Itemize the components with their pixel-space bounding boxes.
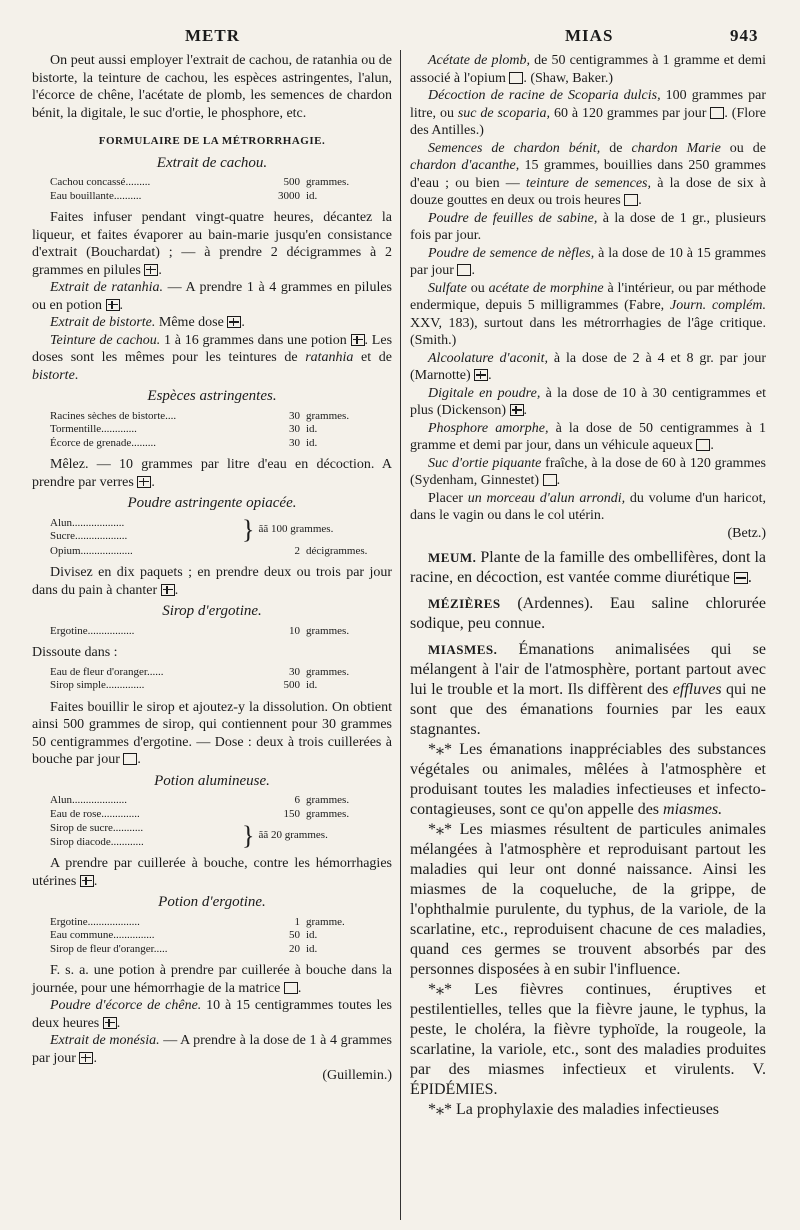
paragraph-digitale: Digitale en poudre, à la dose de 10 à 30 centigrammes et plus (Dickenson) . (410, 385, 766, 418)
paragraph-aprendre: A prendre par cuillerée à bouche, contre les hémorrhagies utérines . (32, 856, 392, 889)
recipe-table-poudre (50, 517, 392, 559)
paragraph-emanations: *⁎* Les émanations inappréciables des substances végétales ou animales, mêlées à l'atmosphère et produisant toutes les maladies infectieuses et infecto-contagieuses, sont ce qu'on appelle des miasmes. (410, 741, 767, 818)
recipe-table-dissoute (50, 666, 392, 693)
paragraph-infuser: Faites infuser pendant vingt-quatre heures, décantez la liqueur, et faites évaporer au bain-marie jusqu'en consistance d'extrait (Bouchardat) ; — à prendre 2 décigrammes à 2 grammes en pilules . (32, 210, 392, 278)
dissoute-label: Dissoute dans : (32, 645, 118, 660)
paragraph-bouillir: Faites bouillir le sirop et ajoutez-y la dissolution. On obtient ainsi 500 grammes de sirop, qui contiennent pour 30 grammes 50 centigrammes d'ergotine. — Dose : deux à trois cuillerées à bouche par jour . (32, 699, 392, 767)
plus-box-icon (144, 264, 158, 276)
plus-box-icon (474, 369, 488, 381)
table-row: Cachou concassé......... 500 grammes. (50, 176, 350, 188)
empty-box-icon (543, 474, 557, 486)
entry-head-miasmes: MIASMES. (428, 642, 498, 657)
recipe-table-sirop (50, 625, 392, 639)
paragraph-divisez: Divisez en dix paquets ; en prendre deux ou trois par jour dans du pain à chanter . (32, 565, 392, 598)
paragraph-nefles: Poudre de semence de nèfles, à la dose de 10 à 15 grammes par jour . (410, 245, 766, 278)
paragraph-melez: Mêlez. — 10 grammes par litre d'eau en décoction. A prendre par verres . (32, 457, 392, 490)
paragraph-poudre-chene: Poudre d'écorce de chêne. 10 à 15 centigrammes toutes les deux heures . (32, 998, 393, 1031)
running-header-right: MIAS (565, 26, 614, 45)
entry-miasmes: MIASMES. Émanations animalisées qui se mélangent à l'air de l'atmosphère, portant partout avec lui le trouble et la mort. Ils diffèrent des effluves qui ne sont que des émanations fournies par les eaux stagnantes. (410, 641, 767, 738)
paragraph-monesia: Extrait de monésia. — A prendre à la dose de 1 à 4 grammes par jour . (32, 1033, 393, 1066)
left-column (32, 52, 392, 1085)
minus-box-icon (734, 572, 748, 584)
empty-box-icon (696, 439, 710, 451)
recipe-table-potion-ergotine (50, 916, 392, 957)
paragraph-semences: Semences de chardon bénit, de chardon Marie ou de chardon d'acanthe, 15 grammes, bouillies dans 250 grammes d'eau ; ou bien — teinture de semences, à la dose de six à douze gouttes en deux ou trois heures . (410, 140, 767, 208)
plus-box-icon (137, 476, 151, 488)
paragraph-resultent: *⁎* Les miasmes résultent de particules animales mélangées à l'atmosphère et reproduisant partout les maladies qui leur ont donné naissance. Ainsi les miasmes de la coqueluche, de la grippe, de l'ophthalmie purulente, du typhus, de la variole, de la scarlatine, etc., reproduisent chacune de ces maladies, quand ces germes se trouvent absorbés par des personnes disposées à en subir l'influence. (410, 821, 766, 978)
paragraph-teinture: Teinture de cachou. 1 à 16 grammes dans une potion . Les doses sont les mêmes pour les teintures de ratanhia et de bistorte. (32, 332, 393, 383)
empty-box-icon (457, 264, 471, 276)
empty-box-icon (624, 194, 638, 206)
paragraph-sabine: Poudre de feuilles de sabine, à la dose de 1 gr., plusieurs fois par jour. (410, 210, 767, 243)
recipe-table-cachou (50, 176, 392, 203)
plus-box-icon (79, 1052, 93, 1064)
table-row: Tormentille............. 30 id. (50, 423, 318, 435)
plus-box-icon (510, 404, 524, 416)
recipe-title-especes: Espèces astringentes. (147, 388, 277, 404)
empty-box-icon (123, 753, 137, 765)
column-divider (400, 50, 401, 1220)
table-row: Eau bouillante.......... 3000 id. (50, 189, 318, 202)
paragraph-acetate: Acétate de plomb, de 50 centigrammes à 1 gramme et demi associé à l'opium . (Shaw, Baker.) (410, 53, 766, 86)
intro-paragraph: On peut aussi employer l'extrait de cachou, de ratanhia ou de bistorte, la teinture de cachou, les espèces astringentes, l'alun, l'écorce de chêne, l'acétate de plomb, les semences de chardon bénit, la digitale, le suc d'ortie, le phosphore, etc. (32, 53, 392, 121)
recipe-table-especes (50, 410, 392, 451)
table-row: Alun.................... 6 grammes. (50, 794, 350, 806)
paragraph-prophylaxie: *⁎* La prophylaxie des maladies infectieuses (428, 1101, 720, 1118)
paragraph-sulfate: Sulfate ou acétate de morphine à l'intérieur, ou par méthode endermique, depuis 5 milligrammes (Fabre, Journ. complém. XXV, 183), surtout dans les métrorrhagies de l'âge critique. (Smith.) (410, 280, 766, 348)
paragraph-alun: Placer un morceau d'alun arrondi, du volume d'un haricot, dans le vagin ou dans le col utérin. (410, 490, 766, 523)
paragraph-ortie: Suc d'ortie piquante fraîche, à la dose de 60 à 120 grammes (Sydenham, Ginnestet) . (410, 455, 766, 488)
table-row: Eau de fleur d'oranger...... 30 grammes. (50, 665, 350, 678)
brace-icon: } (242, 515, 255, 544)
entry-head-mezieres: MÉZIÈRES (428, 596, 501, 611)
plus-box-icon (106, 299, 120, 311)
entry-mezieres: MÉZIÈRES (Ardennes). Eau saline chlorurée sodique, peu connue. (410, 595, 766, 632)
recipe-title-poudre: Poudre astringente opiacée. (127, 495, 297, 511)
table-group: Alun................... Sucre................... } ãã 100 grammes. (50, 515, 334, 544)
empty-box-icon (284, 982, 298, 994)
paragraph-phosphore: Phosphore amorphe, à la dose de 50 centigrammes à 1 gramme et demi par jour, dans un véhicule aqueux . (410, 420, 767, 453)
paragraph-bistorte: Extrait de bistorte. Même dose . (50, 315, 245, 330)
formulaire-heading: FORMULAIRE DE LA MÉTRORRHAGIE. (98, 135, 326, 147)
recipe-title-potion: Potion alumineuse. (154, 772, 270, 789)
recipe-title-sirop: Sirop d'ergotine. (162, 603, 262, 619)
table-row: Opium................... 2 décigrammes. (50, 544, 368, 557)
table-row: Sirop de fleur d'oranger..... 20 id. (50, 942, 318, 955)
table-group: Sirop de sucre........... Sirop diacode............ } ãã 20 grammes. (50, 820, 328, 850)
plus-box-icon (103, 1017, 117, 1029)
table-row: Écorce de grenade......... 30 id. (50, 436, 318, 449)
plus-box-icon (227, 316, 241, 328)
table-row: Racines sèches de bistorte.... 30 grammes. (50, 409, 350, 422)
paragraph-fievres: *⁎* Les fièvres continues, éruptives et pestilentielles, telles que la fièvre jaune, le typhus, la peste, le choléra, la fièvre typhoïde, la rougeole, la scarlatine, la variole, etc., sont des maladies produites par des miasmes infectieux et virulents. V. ÉPIDÉMIES. (410, 981, 766, 1098)
entry-head-meum: MEUM. (428, 550, 477, 565)
table-row: Eau de rose.............. 150 grammes. (50, 807, 350, 820)
empty-box-icon (509, 72, 523, 84)
entry-meum: MEUM. Plante de la famille des ombellifères, dont la racine, en décoction, est vantée comme diurétique . (410, 549, 766, 586)
running-header-left: METR (185, 26, 240, 45)
paragraph-ratanhia: Extrait de ratanhia. — A prendre 1 à 4 grammes en pilules ou en potion . (32, 280, 392, 313)
brace-icon: } (242, 820, 255, 850)
paragraph-decoction: Décoction de racine de Scoparia dulcis, 100 grammes par litre, ou suc de scoparia, 60 à 120 grammes par jour . (Flore des Antilles.) (410, 88, 767, 138)
citation-betz: (Betz.) (727, 525, 766, 541)
table-row: Ergotine................... 1 gramme. (50, 915, 345, 928)
table-row: Eau commune............... 50 id. (50, 929, 318, 941)
table-row: Sirop simple.............. 500 id. (50, 679, 318, 691)
empty-box-icon (710, 107, 724, 119)
recipe-table-potion (50, 794, 392, 849)
plus-box-icon (80, 875, 94, 887)
recipe-title-potion-ergotine: Potion d'ergotine. (158, 894, 266, 910)
plus-box-icon (351, 334, 365, 346)
citation-guillemin: (Guillemin.) (322, 1068, 392, 1083)
recipe-title-cachou: Extrait de cachou. (156, 154, 268, 171)
paragraph-fsa: F. s. a. une potion à prendre par cuillerée à bouche dans la journée, pour une hémorrhagie de la matrice . (32, 963, 392, 996)
table-row: Ergotine................. 10 grammes. (50, 624, 350, 637)
paragraph-aconit: Alcoolature d'aconit, à la dose de 2 à 4 et 8 gr. par jour (Marnotte) . (410, 350, 766, 383)
plus-box-icon (161, 584, 175, 596)
right-column (410, 52, 766, 1120)
page-number: 943 (730, 26, 759, 45)
